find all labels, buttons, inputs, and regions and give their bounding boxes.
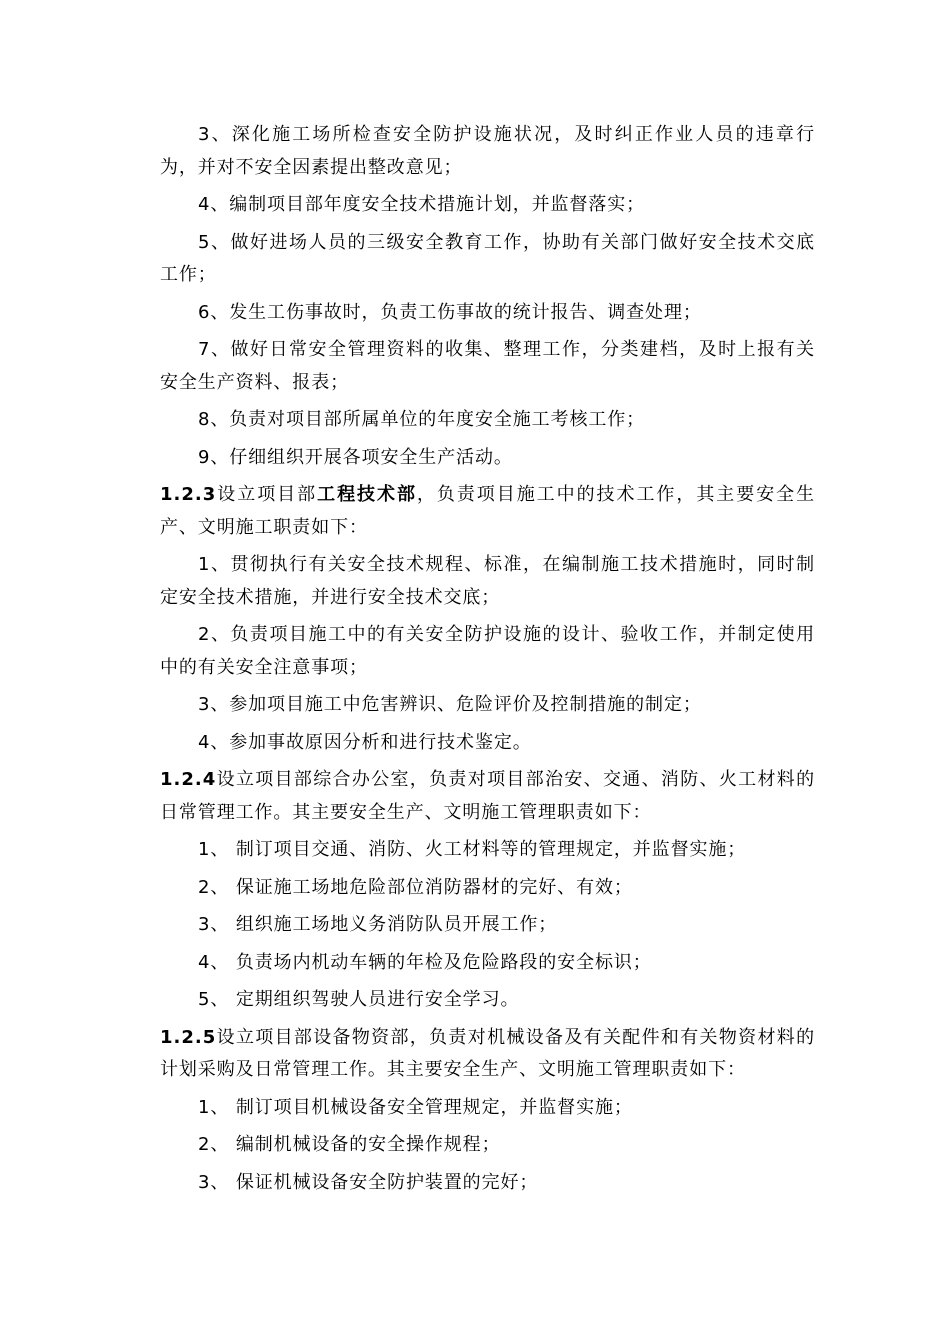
list-item: 2、负责项目施工中的有关安全防护设施的设计、验收工作，并制定使用中的有关安全注意事项； — [160, 624, 815, 678]
list-item: 1、 制订项目交通、消防、火工材料等的管理规定，并监督实施； — [198, 839, 747, 860]
list-item: 4、 负责场内机动车辆的年检及危险路段的安全标识； — [198, 951, 652, 973]
paragraph-item-8: 8、负责对项目部所属单位的年度安全施工考核工作； — [198, 409, 646, 430]
section-number: 1.2.3 — [160, 484, 217, 505]
paragraph-item-9: 9、仔细组织开展各项安全生产活动。 — [198, 446, 513, 468]
paragraph-item-5: 5、做好进场人员的三级安全教育工作，协助有关部门做好安全技术交底工作； — [160, 231, 815, 285]
list-item: 1、贯彻执行有关安全技术规程、标准，在编制施工技术措施时，同时制定安全技术措施，并进行安全技术交底； — [160, 554, 815, 608]
paragraph-item-6: 6、发生工伤事故时，负责工伤事故的统计报告、调查处理； — [198, 301, 702, 323]
paragraph-item-4: 4、编制项目部年度安全技术措施计划，并监督落实； — [198, 194, 646, 215]
list-item: 5、 定期组织驾驶人员进行安全学习。 — [198, 989, 520, 1010]
document-page — [160, 119, 815, 1204]
list-item: 3、参加项目施工中危害辨识、危险评价及控制措施的制定； — [198, 694, 702, 715]
paragraph-item-3: 3、深化施工场所检查安全防护设施状况，及时纠正作业人员的违章行为，并对不安全因素提出整改意见； — [160, 124, 815, 178]
section-text: 设立项目部设备物资部，负责对机械设备及有关配件和有关物资材料的计划采购及日常管理工作。其主要安全生产、文明施工管理职责如下： — [160, 1026, 815, 1080]
section-heading-1-2-4 — [160, 764, 815, 829]
section-text-pre: 设立项目部 — [216, 484, 318, 505]
list-item: 3、 保证机械设备安全防护装置的完好； — [198, 1171, 539, 1193]
section-text-post: ，负责项目施工中的技术工作，其主要安全生产、文明施工职责如下： — [160, 484, 816, 538]
section-number: 1.2.5 — [160, 1026, 217, 1048]
section-bold-dept: 工程技术部 — [317, 484, 417, 505]
list-item: 4、参加事故原因分析和进行技术鉴定。 — [198, 731, 532, 753]
list-item: 2、 编制机械设备的安全操作规程； — [198, 1134, 501, 1155]
list-item: 2、 保证施工场地危险部位消防器材的完好、有效； — [198, 876, 633, 898]
list-item: 3、 组织施工场地义务消防队员开展工作； — [198, 914, 558, 935]
paragraph-item-7: 7、做好日常安全管理资料的收集、整理工作，分类建档，及时上报有关安全生产资料、报表； — [160, 339, 815, 393]
section-text: 设立项目部综合办公室，负责对项目部治安、交通、消防、火工材料的日常管理工作。其主要安全生产、文明施工管理职责如下： — [160, 769, 815, 823]
section-number: 1.2.4 — [160, 769, 217, 790]
section-heading-1-2-3 — [160, 479, 815, 544]
list-item: 1、 制订项目机械设备安全管理规定，并监督实施； — [198, 1096, 633, 1118]
section-heading-1-2-5 — [160, 1022, 815, 1087]
